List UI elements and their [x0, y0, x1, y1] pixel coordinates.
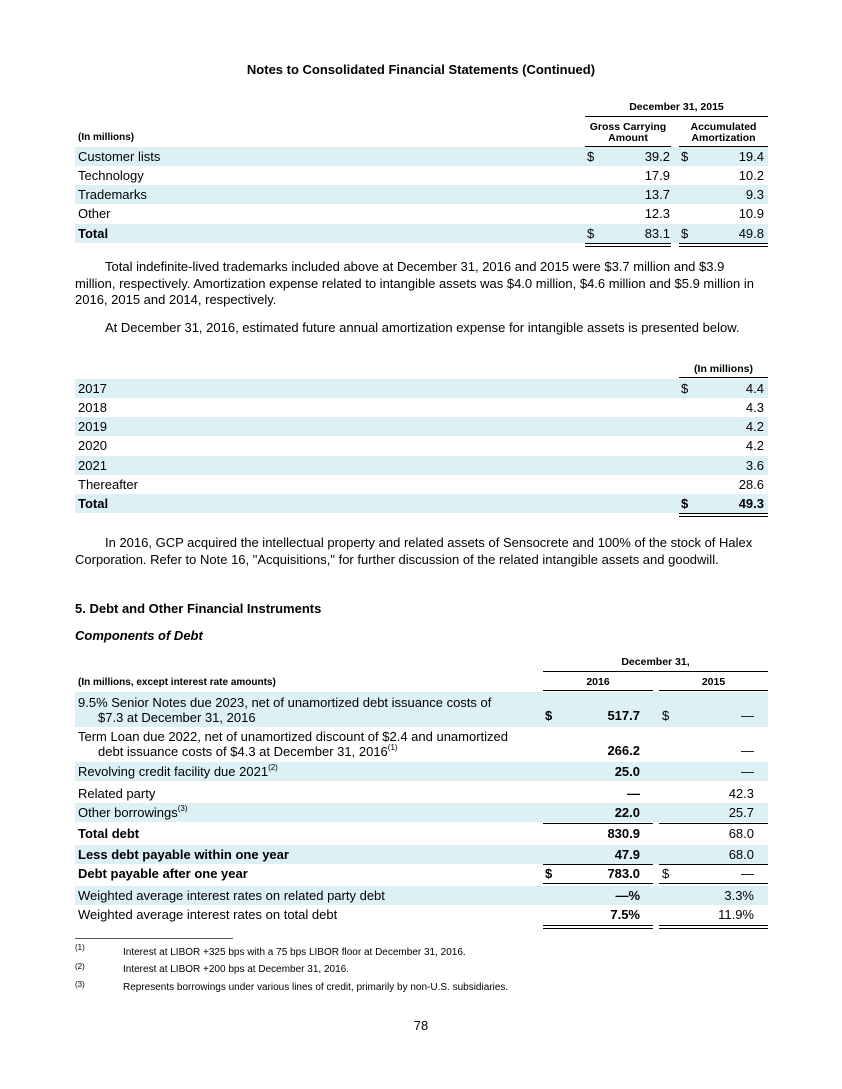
total-double-rule	[585, 243, 671, 247]
row-label: Other	[78, 206, 111, 221]
gross-value: 12.3	[644, 206, 670, 221]
row-label-line2	[78, 710, 491, 725]
table-row	[75, 886, 768, 905]
row-label	[78, 695, 491, 727]
value-2015: 3.3%	[724, 888, 754, 903]
paragraph-text: At December 31, 2016, estimated future annual amortization expense for intangible assets is presented below.	[105, 320, 740, 335]
value-2016: 783.0	[607, 866, 640, 881]
gross-value: 17.9	[644, 168, 670, 183]
dollar-sign: $	[662, 866, 670, 881]
long-term-debt-row	[75, 864, 768, 883]
debt-period-header: December 31,	[621, 656, 690, 668]
paragraph-acquisitions	[75, 535, 767, 568]
amount-value: 4.4	[745, 381, 764, 396]
gross-carrying-header	[585, 122, 671, 144]
header-rule	[679, 377, 768, 378]
row-label-line1: 9.5% Senior Notes due 2023, net of unamortized debt issuance costs of	[78, 695, 492, 710]
gross-carrying-header-line2: Amount	[608, 132, 648, 144]
row-label-line1: Term Loan due 2022, net of unamortized discount of $2.4 and unamortized	[78, 729, 509, 744]
value-2015: 68.0	[728, 826, 754, 841]
table-row	[75, 417, 768, 436]
value-2016: 517.7	[607, 708, 640, 723]
gross-value: 13.7	[644, 187, 670, 202]
intangibles-period-header: December 31, 2015	[629, 101, 724, 113]
amount-value: 4.2	[745, 419, 764, 434]
row-label: Less debt payable within one year	[78, 847, 289, 862]
table-row	[75, 784, 768, 803]
accumulated-amortization-header-line2: Amortization	[691, 132, 756, 144]
dollar-sign: $	[681, 496, 689, 511]
gross-value: 39.2	[644, 149, 670, 164]
total-double-rule	[679, 513, 768, 517]
row-label: Weighted average interest rates on total debt	[78, 907, 338, 922]
row-label: Related party	[78, 786, 156, 801]
dollar-sign: $	[681, 149, 689, 164]
gross-value: 83.1	[644, 226, 670, 241]
col-rule	[659, 690, 768, 691]
row-label	[78, 803, 188, 822]
dollar-sign: $	[545, 708, 553, 723]
table-row	[75, 166, 768, 185]
year-2015-header: 2015	[701, 676, 726, 688]
amount-value: 4.3	[745, 400, 764, 415]
row-label: 2019	[78, 419, 107, 434]
year-2016-header: 2016	[586, 676, 610, 688]
table-row	[75, 727, 768, 761]
row-label-line2	[78, 744, 508, 759]
subsection-heading: Components of Debt	[75, 628, 203, 643]
table-row	[75, 762, 768, 781]
dollar-sign: $	[681, 226, 689, 241]
amount-value: 3.6	[745, 458, 764, 473]
intangibles-units-header: (In millions)	[78, 132, 135, 143]
row-label-text: Revolving credit facility due 2021	[78, 764, 269, 779]
row-label: Customer lists	[78, 149, 161, 164]
footnote-mark: (3)	[75, 980, 85, 989]
value-2015: 68.0	[728, 847, 754, 862]
value-2015: 25.7	[728, 805, 754, 820]
table-row	[75, 475, 768, 494]
total-double-rule	[543, 925, 653, 929]
dollar-sign: $	[545, 866, 553, 881]
value-2015: —	[741, 743, 754, 758]
footnote-ref: (3)	[177, 804, 188, 813]
row-label: 2018	[78, 400, 107, 415]
table-row	[75, 204, 768, 223]
col-rule	[543, 690, 653, 691]
value-2016: 47.9	[614, 847, 640, 862]
accum-value: 10.9	[738, 206, 764, 221]
total-row	[75, 224, 768, 243]
page-title: Notes to Consolidated Financial Statements (Continued)	[246, 62, 596, 77]
paragraph-text: Total indefinite-lived trademarks included above at December 31, 2016 and 2015 were $3.7 million and $3.9 million, respectively. Amortization expense related to intangible assets was $4.0 million, $4.6 million and $5.9 million in 2016, 2015 and 2014, respectively.	[75, 259, 754, 307]
row-label-line2-text: debt issuance costs of $4.3 at December 31, 2016	[98, 744, 388, 759]
value-2015: —	[741, 708, 754, 723]
table-row	[75, 436, 768, 455]
dollar-sign: $	[587, 149, 595, 164]
row-label	[78, 762, 278, 781]
row-label: Debt payable after one year	[78, 866, 248, 881]
total-double-rule	[659, 925, 768, 929]
dollar-sign: $	[662, 708, 670, 723]
footnote-mark: (2)	[75, 962, 85, 971]
value-2016: —%	[615, 888, 640, 903]
row-label	[78, 729, 508, 761]
value-2015: 11.9%	[718, 907, 754, 922]
table-row	[75, 398, 768, 417]
footnote-text: Interest at LIBOR +325 bps with a 75 bps LIBOR floor at December 31, 2016.	[123, 947, 466, 958]
footnote-mark: (1)	[75, 943, 85, 952]
row-label: Thereafter	[78, 477, 138, 492]
row-label: Weighted average interest rates on related party debt	[78, 888, 385, 903]
row-label: 2021	[78, 458, 107, 473]
header-rule	[585, 116, 768, 117]
accum-value: 19.4	[738, 149, 764, 164]
total-row	[75, 494, 768, 513]
paragraph-future-amortization	[75, 320, 767, 337]
amount-value: 4.2	[745, 438, 764, 453]
amount-value: 49.3	[738, 496, 764, 511]
current-debt-row	[75, 845, 768, 864]
total-double-rule	[679, 243, 768, 247]
row-label: Total debt	[78, 826, 140, 841]
total-debt-row	[75, 824, 768, 843]
value-2015: —	[741, 866, 754, 881]
accum-value: 49.8	[738, 226, 764, 241]
amount-value: 28.6	[738, 477, 764, 492]
table-row	[75, 456, 768, 475]
value-2016: 266.2	[607, 743, 640, 758]
table-row	[75, 185, 768, 204]
row-label: Technology	[78, 168, 144, 183]
row-label: Trademarks	[78, 187, 147, 202]
header-rule	[543, 671, 768, 672]
table-row	[75, 803, 768, 822]
page-number: 78	[413, 1018, 429, 1033]
gross-carrying-header-line1: Gross Carrying	[589, 121, 667, 133]
row-label: Total	[78, 496, 109, 511]
footnote-text: Interest at LIBOR +200 bps at December 31, 2016.	[123, 964, 349, 975]
debt-units-header: (In millions, except interest rate amounts)	[78, 677, 276, 688]
footnote-rule	[75, 938, 233, 939]
dollar-sign: $	[681, 381, 689, 396]
value-2016: 22.0	[614, 805, 640, 820]
table-row	[75, 147, 768, 166]
footnote-text: Represents borrowings under various lines of credit, primarily by non-U.S. subsidiaries.	[123, 982, 509, 993]
row-label: 2017	[78, 381, 107, 396]
value-2015: —	[741, 764, 754, 779]
row-label-text: Other borrowings	[78, 805, 178, 820]
row-label: 2020	[78, 438, 107, 453]
row-label: Total	[78, 226, 109, 241]
paragraph-indefinite-lived	[75, 259, 767, 309]
accumulated-amortization-header-line1: Accumulated	[690, 121, 757, 133]
value-2016: 830.9	[607, 826, 640, 841]
section-heading: 5. Debt and Other Financial Instruments	[75, 601, 322, 616]
row-label-line2-text: $7.3 at December 31, 2016	[98, 710, 256, 725]
table-row	[75, 692, 768, 727]
accum-value: 10.2	[738, 168, 764, 183]
footnote-ref: (2)	[268, 763, 278, 772]
footnote-ref: (1)	[387, 743, 398, 752]
value-2016: 25.0	[614, 764, 640, 779]
accum-value: 9.3	[745, 187, 764, 202]
value-2015: 42.3	[728, 786, 754, 801]
table-row	[75, 905, 768, 924]
dollar-sign: $	[587, 226, 595, 241]
value-2016: —	[627, 786, 640, 801]
accumulated-amortization-header	[679, 122, 768, 144]
value-2016: 7.5%	[610, 907, 640, 922]
paragraph-text: In 2016, GCP acquired the intellectual property and related assets of Sensocrete and 100% of the stock of Halex Corporation. Refer to Note 16, "Acquisitions," for further discussion of the related intangible assets and goodwill.	[75, 535, 753, 567]
amortization-units-header: (In millions)	[694, 363, 753, 375]
table-row	[75, 379, 768, 398]
